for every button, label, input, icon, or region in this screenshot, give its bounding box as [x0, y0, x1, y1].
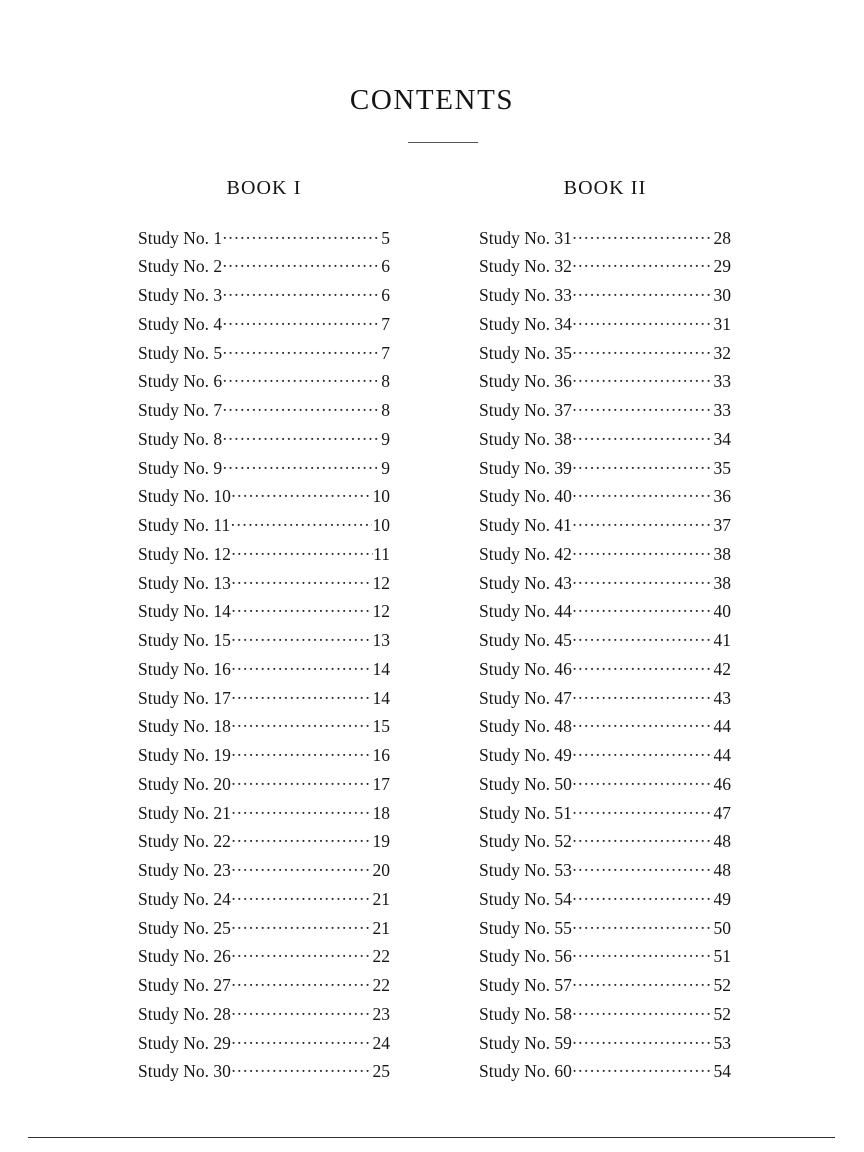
toc-entry-label: Study No. 23	[138, 860, 231, 880]
footer-divider	[28, 1137, 835, 1138]
toc-entry[interactable]	[138, 859, 390, 888]
toc-entry-label: Study No. 39	[479, 457, 572, 478]
toc-entry[interactable]	[479, 284, 731, 313]
toc-entry[interactable]	[479, 370, 731, 399]
toc-entry-label: Study No. 48	[479, 716, 572, 737]
toc-entry-page-number: 49	[713, 888, 731, 909]
toc-entry-label: Study No. 13	[138, 572, 231, 593]
toc-entry-label: Study No. 18	[138, 716, 231, 737]
toc-leader-dots	[231, 801, 372, 819]
toc-entry[interactable]	[138, 542, 390, 571]
toc-entry[interactable]	[138, 514, 390, 543]
toc-leader-dots	[223, 456, 381, 474]
toc-entry-page-number: 38	[713, 543, 731, 564]
toc-leader-dots	[231, 859, 372, 877]
toc-entry-page-number: 35	[713, 457, 731, 478]
toc-entry[interactable]	[479, 226, 731, 255]
toc-entry[interactable]	[479, 1060, 731, 1089]
toc-entry-label: Study No. 55	[479, 917, 572, 938]
toc-entry-page-number: 13	[372, 630, 390, 650]
toc-entry-label: Study No. 57	[479, 975, 572, 995]
toc-entry-label: Study No. 40	[479, 486, 572, 507]
toc-entry-page-number: 51	[713, 946, 731, 967]
toc-entry-label: Study No. 10	[138, 486, 231, 507]
toc-entry[interactable]	[479, 629, 731, 658]
toc-entry-label: Study No. 19	[138, 745, 231, 765]
toc-entry-label: Study No. 9	[138, 457, 223, 478]
toc-leader-dots	[231, 657, 372, 675]
toc-leader-dots	[231, 1031, 372, 1049]
toc-entry[interactable]	[479, 744, 731, 773]
toc-entry-page-number: 14	[372, 658, 390, 679]
toc-entry-page-number: 22	[372, 975, 390, 995]
toc-entry-label: Study No. 25	[138, 917, 231, 938]
toc-entry-page-number: 19	[372, 831, 390, 852]
toc-leader-dots	[572, 255, 713, 273]
toc-entry[interactable]	[138, 571, 390, 600]
toc-leader-dots	[223, 255, 381, 273]
toc-entry-label: Study No. 22	[138, 831, 231, 852]
toc-entry-label: Study No. 16	[138, 658, 231, 679]
toc-leader-dots	[231, 571, 372, 589]
title-divider	[408, 142, 478, 143]
toc-leader-dots	[231, 600, 372, 618]
toc-entry-label: Study No. 56	[479, 946, 572, 967]
toc-entry-label: Study No. 4	[138, 313, 223, 334]
toc-entry[interactable]	[138, 772, 390, 801]
toc-entry-label: Study No. 29	[138, 1032, 231, 1053]
toc-leader-dots	[572, 830, 713, 848]
toc-leader-dots	[572, 801, 713, 819]
toc-entry-page-number: 6	[381, 285, 390, 305]
toc-leader-dots	[572, 859, 713, 877]
toc-entry-label: Study No. 43	[479, 572, 572, 593]
toc-leader-dots	[223, 341, 381, 359]
toc-entry[interactable]	[138, 887, 390, 916]
toc-entry-label: Study No. 58	[479, 1003, 572, 1024]
toc-entry-label: Study No. 31	[479, 227, 572, 248]
toc-leader-dots	[231, 1060, 372, 1078]
toc-entry-page-number: 11	[373, 543, 390, 564]
toc-entry-page-number: 48	[713, 860, 731, 880]
toc-entry-page-number: 40	[713, 601, 731, 622]
toc-entry-label: Study No. 30	[138, 1061, 231, 1082]
toc-entry-label: Study No. 41	[479, 515, 572, 535]
toc-entry-label: Study No. 44	[479, 601, 572, 622]
toc-entry[interactable]	[479, 341, 731, 370]
toc-entry-page-number: 12	[372, 572, 390, 593]
toc-leader-dots	[572, 485, 713, 503]
toc-entry[interactable]	[479, 715, 731, 744]
toc-entry-label: Study No. 8	[138, 428, 223, 449]
toc-entry[interactable]	[479, 657, 731, 686]
toc-leader-dots	[231, 744, 372, 762]
toc-entry-label: Study No. 20	[138, 773, 231, 794]
toc-entry-label: Study No. 50	[479, 773, 572, 794]
toc-leader-dots	[572, 312, 713, 330]
toc-entry-page-number: 42	[713, 658, 731, 679]
toc-entry[interactable]	[479, 456, 731, 485]
toc-entry[interactable]	[479, 600, 731, 629]
toc-entry-label: Study No. 15	[138, 630, 231, 650]
toc-entry-page-number: 15	[372, 716, 390, 737]
toc-entry-page-number: 21	[372, 917, 390, 938]
toc-entry-page-number: 44	[713, 716, 731, 737]
toc-leader-dots	[231, 715, 372, 733]
toc-entry[interactable]	[479, 887, 731, 916]
toc-leader-dots	[223, 399, 381, 417]
toc-entry[interactable]	[479, 686, 731, 715]
toc-entry-label: Study No. 12	[138, 543, 231, 564]
toc-entry-label: Study No. 49	[479, 745, 572, 765]
toc-entry[interactable]	[479, 514, 731, 543]
toc-leader-dots	[572, 571, 713, 589]
toc-entry[interactable]	[479, 255, 731, 284]
toc-entry[interactable]	[138, 830, 390, 859]
toc-entry-label: Study No. 3	[138, 285, 223, 305]
toc-entry-page-number: 29	[713, 256, 731, 277]
toc-leader-dots	[572, 399, 713, 417]
toc-entry-label: Study No. 53	[479, 860, 572, 880]
toc-entry[interactable]	[138, 916, 390, 945]
toc-entry-page-number: 25	[372, 1061, 390, 1082]
toc-entry-label: Study No. 34	[479, 313, 572, 334]
toc-entry-label: Study No. 59	[479, 1032, 572, 1053]
toc-entry[interactable]	[138, 399, 390, 428]
toc-entry-label: Study No. 51	[479, 802, 572, 823]
toc-entry-page-number: 10	[372, 486, 390, 507]
column-heading-book-ii: BOOK II	[563, 177, 647, 199]
toc-entry-page-number: 10	[372, 515, 390, 535]
toc-leader-dots	[572, 456, 713, 474]
toc-entry-label: Study No. 17	[138, 687, 231, 708]
page-title: CONTENTS	[349, 84, 515, 116]
toc-entry[interactable]	[479, 772, 731, 801]
toc-entry-label: Study No. 28	[138, 1003, 231, 1024]
toc-entry[interactable]	[138, 370, 390, 399]
toc-entry[interactable]	[138, 485, 390, 514]
toc-leader-dots	[572, 715, 713, 733]
toc-leader-dots	[572, 600, 713, 618]
toc-entry-page-number: 37	[713, 515, 731, 535]
toc-entry[interactable]	[138, 1060, 390, 1089]
toc-entry-page-number: 22	[372, 946, 390, 967]
toc-leader-dots	[231, 485, 372, 503]
toc-entry-label: Study No. 35	[479, 342, 572, 363]
toc-leader-dots	[572, 284, 713, 302]
toc-entry-page-number: 34	[713, 428, 731, 449]
toc-leader-dots	[572, 370, 713, 388]
toc-entry-label: Study No. 6	[138, 371, 223, 392]
toc-entry-page-number: 46	[713, 773, 731, 794]
toc-entry-page-number: 8	[381, 371, 390, 392]
toc-entry[interactable]	[138, 715, 390, 744]
toc-entry-page-number: 24	[372, 1032, 390, 1053]
toc-entry-page-number: 33	[713, 400, 731, 420]
toc-entry-page-number: 38	[713, 572, 731, 593]
toc-entry[interactable]	[138, 974, 390, 1003]
toc-leader-dots	[572, 744, 713, 762]
toc-entry-page-number: 18	[372, 802, 390, 823]
toc-leader-dots	[572, 542, 713, 560]
toc-entry[interactable]	[479, 542, 731, 571]
toc-entry-label: Study No. 45	[479, 630, 572, 650]
toc-leader-dots	[223, 312, 381, 330]
toc-entry[interactable]	[138, 341, 390, 370]
toc-entry[interactable]	[479, 485, 731, 514]
toc-entry[interactable]	[479, 399, 731, 428]
toc-leader-dots	[572, 887, 713, 905]
toc-entry-page-number: 52	[713, 975, 731, 995]
toc-entry-page-number: 14	[372, 687, 390, 708]
toc-entry[interactable]	[479, 427, 731, 456]
toc-entry[interactable]	[138, 284, 390, 313]
toc-leader-dots	[231, 945, 372, 963]
toc-entry-label: Study No. 1	[138, 227, 223, 248]
toc-leader-dots	[572, 974, 713, 992]
toc-leader-dots	[572, 916, 713, 934]
toc-entry-page-number: 21	[372, 888, 390, 909]
toc-entry-label: Study No. 21	[138, 802, 231, 823]
toc-entry[interactable]	[138, 226, 390, 255]
toc-entry[interactable]	[138, 629, 390, 658]
toc-leader-dots	[231, 542, 372, 560]
toc-entry-page-number: 52	[713, 1003, 731, 1024]
toc-entry-page-number: 31	[713, 313, 731, 334]
toc-entry-page-number: 33	[713, 371, 731, 392]
toc-entry-page-number: 8	[381, 400, 390, 420]
toc-entry-label: Study No. 5	[138, 342, 223, 363]
toc-entry-label: Study No. 27	[138, 975, 231, 995]
toc-leader-dots	[231, 974, 372, 992]
toc-entry[interactable]	[479, 859, 731, 888]
toc-entry-label: Study No. 24	[138, 888, 231, 909]
toc-leader-dots	[572, 1060, 713, 1078]
toc-entry-label: Study No. 11	[138, 515, 231, 535]
toc-entry-label: Study No. 37	[479, 400, 572, 420]
toc-entry[interactable]	[138, 657, 390, 686]
toc-entry-label: Study No. 33	[479, 285, 572, 305]
toc-entry-page-number: 41	[713, 630, 731, 650]
toc-leader-dots	[572, 657, 713, 675]
toc-leader-dots	[572, 226, 713, 244]
toc-entry-page-number: 47	[713, 802, 731, 823]
toc-leader-dots	[572, 945, 713, 963]
toc-entry-label: Study No. 52	[479, 831, 572, 852]
toc-leader-dots	[572, 772, 713, 790]
toc-entry[interactable]	[138, 456, 390, 485]
toc-entry-label: Study No. 42	[479, 543, 572, 564]
toc-entry[interactable]	[479, 974, 731, 1003]
toc-entry-label: Study No. 7	[138, 400, 223, 420]
toc-leader-dots	[223, 370, 381, 388]
toc-entry-page-number: 16	[372, 745, 390, 765]
toc-entry-page-number: 28	[713, 227, 731, 248]
toc-column-book-i	[138, 226, 390, 1089]
toc-entry[interactable]	[138, 1002, 390, 1031]
toc-leader-dots	[572, 686, 713, 704]
toc-entry-page-number: 9	[381, 428, 390, 449]
toc-leader-dots	[572, 514, 713, 532]
toc-entry[interactable]	[138, 255, 390, 284]
toc-entry-label: Study No. 47	[479, 687, 572, 708]
toc-entry-label: Study No. 36	[479, 371, 572, 392]
toc-entry-page-number: 50	[713, 917, 731, 938]
toc-leader-dots	[231, 916, 372, 934]
toc-entry-page-number: 17	[372, 773, 390, 794]
toc-entry[interactable]	[479, 801, 731, 830]
toc-entry-label: Study No. 26	[138, 946, 231, 967]
toc-leader-dots	[231, 887, 372, 905]
toc-entry-page-number: 23	[372, 1003, 390, 1024]
toc-entry[interactable]	[138, 801, 390, 830]
toc-leader-dots	[223, 284, 381, 302]
toc-entry[interactable]	[479, 1002, 731, 1031]
toc-entry-label: Study No. 2	[138, 256, 223, 277]
toc-entry-page-number: 12	[372, 601, 390, 622]
toc-entry-page-number: 36	[713, 486, 731, 507]
toc-entry-label: Study No. 54	[479, 888, 572, 909]
toc-entry-page-number: 30	[713, 285, 731, 305]
toc-leader-dots	[572, 341, 713, 359]
toc-entry[interactable]	[138, 600, 390, 629]
toc-entry[interactable]	[479, 916, 731, 945]
toc-entry-page-number: 6	[381, 256, 390, 277]
toc-entry-label: Study No. 38	[479, 428, 572, 449]
toc-entry-page-number: 20	[372, 860, 390, 880]
toc-entry[interactable]	[479, 312, 731, 341]
toc-entry-page-number: 48	[713, 831, 731, 852]
toc-entry-page-number: 44	[713, 745, 731, 765]
toc-entry-page-number: 32	[713, 342, 731, 363]
toc-leader-dots	[231, 629, 372, 647]
toc-leader-dots	[223, 226, 381, 244]
toc-leader-dots	[223, 427, 381, 445]
toc-leader-dots	[231, 772, 372, 790]
toc-entry[interactable]	[479, 1031, 731, 1060]
toc-leader-dots	[572, 629, 713, 647]
column-heading-book-i: BOOK I	[226, 177, 302, 199]
toc-entry-label: Study No. 46	[479, 658, 572, 679]
toc-leader-dots	[231, 830, 372, 848]
toc-entry[interactable]	[479, 945, 731, 974]
toc-entry-page-number: 5	[381, 227, 390, 248]
toc-entry-label: Study No. 14	[138, 601, 231, 622]
toc-entry[interactable]	[138, 427, 390, 456]
toc-entry[interactable]	[138, 744, 390, 773]
toc-entry-page-number: 53	[713, 1032, 731, 1053]
toc-entry-label: Study No. 60	[479, 1061, 572, 1082]
toc-leader-dots	[572, 1002, 713, 1020]
toc-leader-dots	[572, 427, 713, 445]
toc-entry[interactable]	[138, 945, 390, 974]
toc-entry[interactable]	[479, 830, 731, 859]
toc-column-book-ii	[479, 226, 731, 1089]
toc-leader-dots	[231, 686, 372, 704]
toc-entry-label: Study No. 32	[479, 256, 572, 277]
toc-entry-page-number: 7	[381, 313, 390, 334]
toc-entry[interactable]	[138, 312, 390, 341]
toc-entry[interactable]	[138, 686, 390, 715]
toc-entry[interactable]	[138, 1031, 390, 1060]
toc-leader-dots	[231, 1002, 372, 1020]
toc-entry-page-number: 54	[713, 1061, 731, 1082]
toc-entry[interactable]	[479, 571, 731, 600]
toc-entry-page-number: 43	[713, 687, 731, 708]
toc-entry-page-number: 9	[381, 457, 390, 478]
toc-leader-dots	[231, 514, 372, 532]
toc-leader-dots	[572, 1031, 713, 1049]
toc-entry-page-number: 7	[381, 342, 390, 363]
